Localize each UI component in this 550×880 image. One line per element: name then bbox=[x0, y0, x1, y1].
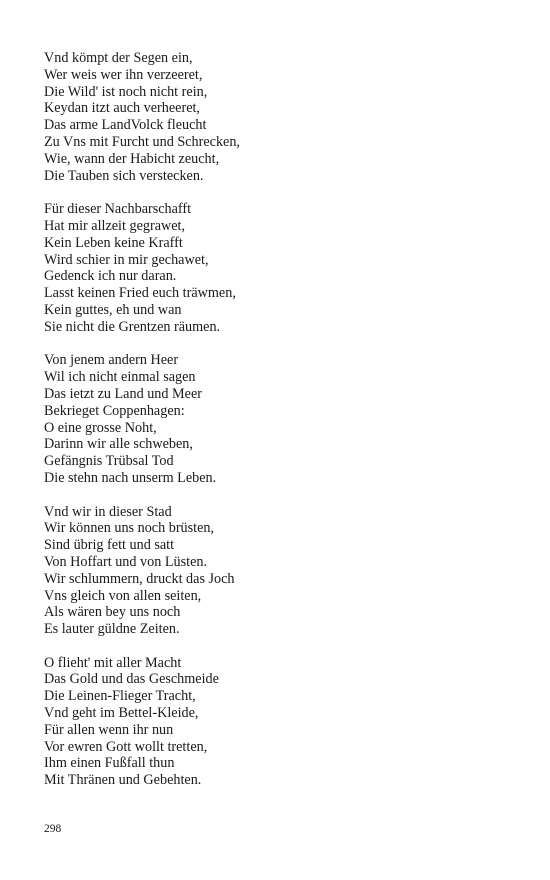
poem-line: Darinn wir alle schweben, bbox=[44, 436, 193, 453]
poem-line: Das ietzt zu Land und Meer bbox=[44, 385, 202, 402]
poem-line: Als wären bey uns noch bbox=[44, 604, 181, 621]
poem-line: Wird schier in mir gechawet, bbox=[44, 251, 209, 268]
poem-line: Wir können uns noch brüsten, bbox=[44, 520, 215, 537]
poem-line: Kein guttes, eh und wan bbox=[44, 301, 182, 318]
poem-line: Wil ich nicht einmal sagen bbox=[44, 369, 196, 386]
poem-line: Die stehn nach unserm Leben. bbox=[44, 469, 217, 486]
poem-line: O flieht' mit aller Macht bbox=[44, 654, 182, 671]
poem-line: Die Leinen-Flieger Tracht, bbox=[44, 688, 196, 705]
poem-line: Das arme LandVolck fleucht bbox=[44, 117, 207, 134]
poem-line: Wie, wann der Habicht zeucht, bbox=[44, 150, 220, 167]
poem-line: Die Tauben sich verstecken. bbox=[44, 167, 204, 184]
poem-line: Vns gleich von allen seiten, bbox=[44, 587, 202, 604]
poem-line: Von Hoffart und von Lüsten. bbox=[44, 553, 208, 570]
poem-line: Kein Leben keine Krafft bbox=[44, 234, 183, 251]
stanza bbox=[44, 352, 524, 486]
poem-line: Hat mir allzeit gegrawet, bbox=[44, 217, 186, 234]
poem bbox=[44, 50, 524, 806]
poem-line: Vnd wir in dieser Stad bbox=[44, 503, 172, 520]
poem-line: Vnd kömpt der Segen ein, bbox=[44, 50, 193, 66]
poem-line: Zu Vns mit Furcht und Schrecken, bbox=[44, 133, 240, 150]
poem-line: Gefängnis Trübsal Tod bbox=[44, 453, 174, 470]
poem-line: Ihm einen Fußfall thun bbox=[44, 755, 175, 772]
poem-line: Wer weis wer ihn verzeeret, bbox=[44, 66, 203, 83]
poem-line: Für allen wenn ihr nun bbox=[44, 721, 174, 738]
poem-line: Mit Thränen und Gebehten. bbox=[44, 772, 202, 789]
poem-line: Sind übrig fett und satt bbox=[44, 537, 175, 554]
poem-line: Sie nicht die Grentzen räumen. bbox=[44, 318, 221, 335]
poem-line: Für dieser Nachbarschafft bbox=[44, 201, 192, 218]
poem-line: Das Gold und das Geschmeide bbox=[44, 671, 219, 688]
poem-line: Wir schlummern, druckt das Joch bbox=[44, 570, 235, 587]
poem-line: Bekrieget Coppenhagen: bbox=[44, 402, 185, 419]
stanza bbox=[44, 655, 524, 789]
stanza bbox=[44, 201, 524, 335]
poem-line: Lasst keinen Fried euch träwmen, bbox=[44, 285, 236, 302]
poem-line: Gedenck ich nur daran. bbox=[44, 268, 177, 285]
stanza bbox=[44, 504, 524, 638]
poem-line: Es lauter güldne Zeiten. bbox=[44, 621, 180, 638]
poem-line: Vor ewren Gott wollt tretten, bbox=[44, 738, 208, 755]
poem-line: Keydan itzt auch verheeret, bbox=[44, 100, 200, 117]
stanza bbox=[44, 50, 524, 184]
poem-line: O eine grosse Noht, bbox=[44, 419, 157, 436]
page-number: 298 bbox=[44, 823, 62, 835]
poem-line: Die Wild' ist noch nicht rein, bbox=[44, 83, 208, 100]
poem-line: Von jenem andern Heer bbox=[44, 352, 179, 369]
poem-line: Vnd geht im Bettel-Kleide, bbox=[44, 705, 199, 722]
